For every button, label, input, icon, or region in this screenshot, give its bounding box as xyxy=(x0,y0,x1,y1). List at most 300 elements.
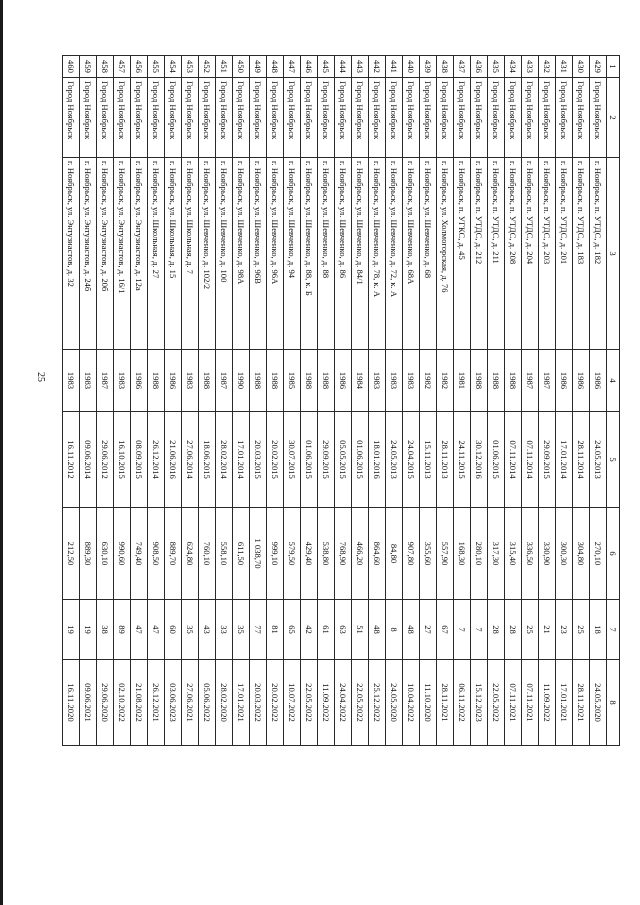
cell-municipality: Город Ноябрьск xyxy=(352,78,369,158)
cell-address: г. Ноябрьск, ул. Энтузиастов, д. 32 xyxy=(63,158,80,350)
cell-inspection-date: 27.06.2014 xyxy=(182,412,199,508)
cell-row-number: 445 xyxy=(318,56,335,78)
cell-row-number: 457 xyxy=(114,56,131,78)
cell-year-built: 1988 xyxy=(471,350,488,412)
cell-area: 1 038,70 xyxy=(250,508,267,600)
cell-address: г. Ноябрьск, ул. Шевченко, д. 68А xyxy=(403,158,420,350)
table-row xyxy=(233,56,250,746)
cell-address: г. Ноябрьск, ул. Шевченко, д. 88, к. Б xyxy=(301,158,318,350)
cell-area: 864,60 xyxy=(369,508,386,600)
cell-inspection-date: 28.02.2014 xyxy=(216,412,233,508)
table-row xyxy=(556,56,573,746)
cell-residents: 18 xyxy=(590,600,607,660)
cell-row-number: 436 xyxy=(471,56,488,78)
cell-address: г. Ноябрьск, п. УТДС, д. 182 xyxy=(590,158,607,350)
cell-row-number: 446 xyxy=(301,56,318,78)
cell-address: г. Ноябрьск, ул. Шевченко, д. 68 xyxy=(420,158,437,350)
table-row xyxy=(63,56,80,746)
cell-row-number: 453 xyxy=(182,56,199,78)
cell-municipality: Город Ноябрьск xyxy=(182,78,199,158)
cell-residents: 23 xyxy=(556,600,573,660)
cell-municipality: Город Ноябрьск xyxy=(454,78,471,158)
cell-municipality: Город Ноябрьск xyxy=(573,78,590,158)
cell-area: 304,80 xyxy=(573,508,590,600)
cell-municipality: Город Ноябрьск xyxy=(386,78,403,158)
cell-next-date: 21.08.2022 xyxy=(131,660,148,746)
cell-inspection-date: 07.11.2014 xyxy=(505,412,522,508)
cell-residents: 33 xyxy=(216,600,233,660)
cell-area: 84,80 xyxy=(386,508,403,600)
cell-residents: 28 xyxy=(488,600,505,660)
cell-address: г. Ноябрьск, ул. Шевченко, д. 86 xyxy=(335,158,352,350)
cell-address: г. Ноябрьск, п. УТДС, д. 208 xyxy=(505,158,522,350)
cell-address: г. Ноябрьск, ул. Энтузиастов, д. 12а xyxy=(131,158,148,350)
cell-area: 889,70 xyxy=(165,508,182,600)
cell-year-built: 1986 xyxy=(590,350,607,412)
cell-inspection-date: 08.09.2015 xyxy=(131,412,148,508)
cell-area: 557,90 xyxy=(437,508,454,600)
cell-municipality: Город Ноябрьск xyxy=(556,78,573,158)
cell-residents: 63 xyxy=(335,600,352,660)
cell-area: 611,50 xyxy=(233,508,250,600)
cell-residents: 51 xyxy=(352,600,369,660)
cell-residents: 89 xyxy=(114,600,131,660)
cell-municipality: Город Ноябрьск xyxy=(369,78,386,158)
cell-inspection-date: 26.12.2014 xyxy=(148,412,165,508)
cell-municipality: Город Ноябрьск xyxy=(335,78,352,158)
registry-table xyxy=(62,55,620,746)
cell-next-date: 26.12.2021 xyxy=(148,660,165,746)
cell-area: 336,50 xyxy=(522,508,539,600)
cell-area: 889,30 xyxy=(80,508,97,600)
rotated-table-wrapper xyxy=(66,55,620,745)
cell-inspection-date: 21.06.2016 xyxy=(165,412,182,508)
cell-year-built: 1987 xyxy=(97,350,114,412)
cell-row-number: 431 xyxy=(556,56,573,78)
table-row xyxy=(369,56,386,746)
cell-residents: 77 xyxy=(250,600,267,660)
table-header-row xyxy=(607,56,620,746)
cell-address: г. Ноябрьск, ул. Энтузиастов, д. 16/1 xyxy=(114,158,131,350)
cell-residents: 65 xyxy=(284,600,301,660)
cell-municipality: Город Ноябрьск xyxy=(505,78,522,158)
cell-residents: 8 xyxy=(386,600,403,660)
cell-inspection-date: 24.05.2013 xyxy=(590,412,607,508)
cell-address: г. Ноябрьск, ул. Шевченко, д. 96А xyxy=(267,158,284,350)
cell-next-date: 16.11.2020 xyxy=(63,660,80,746)
cell-year-built: 1982 xyxy=(420,350,437,412)
cell-municipality: Город Ноябрьск xyxy=(267,78,284,158)
cell-next-date: 11.09.2022 xyxy=(318,660,335,746)
cell-municipality: Город Ноябрьск xyxy=(301,78,318,158)
cell-residents: 35 xyxy=(182,600,199,660)
cell-inspection-date: 30.07.2015 xyxy=(284,412,301,508)
cell-address: г. Ноябрьск, ул. Шевченко, д. 102/2 xyxy=(199,158,216,350)
cell-year-built: 1988 xyxy=(148,350,165,412)
cell-residents: 38 xyxy=(97,600,114,660)
cell-residents: 7 xyxy=(471,600,488,660)
table-row xyxy=(420,56,437,746)
cell-next-date: 24.05.2020 xyxy=(590,660,607,746)
cell-address: г. Ноябрьск, ул. Шевченко, д. 72, к. А xyxy=(386,158,403,350)
cell-residents: 27 xyxy=(420,600,437,660)
cell-municipality: Город Ноябрьск xyxy=(284,78,301,158)
column-header-5: 5 xyxy=(607,412,620,508)
cell-municipality: Город Ноябрьск xyxy=(80,78,97,158)
cell-address: г. Ноябрьск, ул. Шевченко, д. 94 xyxy=(284,158,301,350)
cell-row-number: 452 xyxy=(199,56,216,78)
table-row xyxy=(97,56,114,746)
table-row xyxy=(250,56,267,746)
cell-inspection-date: 17.01.2014 xyxy=(233,412,250,508)
cell-year-built: 1982 xyxy=(437,350,454,412)
cell-year-built: 1983 xyxy=(114,350,131,412)
cell-next-date: 07.11.2021 xyxy=(505,660,522,746)
cell-municipality: Город Ноябрьск xyxy=(233,78,250,158)
cell-municipality: Город Ноябрьск xyxy=(148,78,165,158)
cell-address: г. Ноябрьск, ул. Шевченко, д. 100 xyxy=(216,158,233,350)
column-header-2: 2 xyxy=(607,78,620,158)
cell-next-date: 20.03.2022 xyxy=(250,660,267,746)
cell-municipality: Город Ноябрьск xyxy=(97,78,114,158)
cell-inspection-date: 24.11.2015 xyxy=(454,412,471,508)
cell-area: 270,10 xyxy=(590,508,607,600)
cell-inspection-date: 20.02.2015 xyxy=(267,412,284,508)
cell-inspection-date: 20.03.2015 xyxy=(250,412,267,508)
cell-inspection-date: 24.05.2013 xyxy=(386,412,403,508)
cell-area: 768,90 xyxy=(335,508,352,600)
cell-year-built: 1983 xyxy=(80,350,97,412)
cell-area: 579,50 xyxy=(284,508,301,600)
cell-municipality: Город Ноябрьск xyxy=(437,78,454,158)
table-row xyxy=(216,56,233,746)
cell-next-date: 28.11.2021 xyxy=(573,660,590,746)
cell-row-number: 448 xyxy=(267,56,284,78)
cell-municipality: Город Ноябрьск xyxy=(165,78,182,158)
cell-inspection-date: 30.12.2016 xyxy=(471,412,488,508)
cell-inspection-date: 01.06.2015 xyxy=(488,412,505,508)
cell-next-date: 22.05.2022 xyxy=(301,660,318,746)
cell-area: 355,60 xyxy=(420,508,437,600)
cell-next-date: 03.06.2023 xyxy=(165,660,182,746)
cell-next-date: 10.07.2022 xyxy=(284,660,301,746)
cell-area: 990,60 xyxy=(114,508,131,600)
cell-inspection-date: 09.06.2014 xyxy=(80,412,97,508)
cell-year-built: 1986 xyxy=(335,350,352,412)
cell-next-date: 24.05.2020 xyxy=(386,660,403,746)
cell-row-number: 455 xyxy=(148,56,165,78)
cell-municipality: Город Ноябрьск xyxy=(403,78,420,158)
cell-inspection-date: 05.05.2015 xyxy=(335,412,352,508)
cell-municipality: Город Ноябрьск xyxy=(250,78,267,158)
table-row xyxy=(301,56,318,746)
cell-area: 558,10 xyxy=(216,508,233,600)
table-row xyxy=(488,56,505,746)
cell-residents: 48 xyxy=(369,600,386,660)
cell-residents: 19 xyxy=(80,600,97,660)
table-row xyxy=(403,56,420,746)
cell-next-date: 11.10.2020 xyxy=(420,660,437,746)
cell-area: 999,10 xyxy=(267,508,284,600)
cell-row-number: 447 xyxy=(284,56,301,78)
rotated-table-viewport xyxy=(66,55,620,745)
cell-year-built: 1988 xyxy=(505,350,522,412)
table-row xyxy=(335,56,352,746)
cell-address: г. Ноябрьск, ул. Шевченко, д. 98А xyxy=(233,158,250,350)
table-row xyxy=(590,56,607,746)
table-row xyxy=(267,56,284,746)
cell-area: 624,80 xyxy=(182,508,199,600)
column-header-1: 1 xyxy=(607,56,620,78)
cell-municipality: Город Ноябрьск xyxy=(522,78,539,158)
cell-row-number: 438 xyxy=(437,56,454,78)
cell-row-number: 444 xyxy=(335,56,352,78)
cell-next-date: 27.06.2021 xyxy=(182,660,199,746)
cell-area: 749,40 xyxy=(131,508,148,600)
cell-row-number: 450 xyxy=(233,56,250,78)
cell-row-number: 437 xyxy=(454,56,471,78)
cell-row-number: 458 xyxy=(97,56,114,78)
cell-municipality: Город Ноябрьск xyxy=(131,78,148,158)
cell-next-date: 24.04.2022 xyxy=(335,660,352,746)
cell-municipality: Город Ноябрьск xyxy=(63,78,80,158)
cell-year-built: 1987 xyxy=(216,350,233,412)
table-body xyxy=(63,56,607,746)
cell-inspection-date: 28.11.2013 xyxy=(437,412,454,508)
cell-next-date: 10.04.2022 xyxy=(403,660,420,746)
table-row xyxy=(131,56,148,746)
cell-address: г. Ноябрьск, п. УТДС, д. 203 xyxy=(539,158,556,350)
cell-residents: 61 xyxy=(318,600,335,660)
cell-row-number: 456 xyxy=(131,56,148,78)
cell-year-built: 1984 xyxy=(352,350,369,412)
cell-year-built: 1988 xyxy=(267,350,284,412)
cell-next-date: 25.12.2022 xyxy=(369,660,386,746)
cell-address: г. Ноябрьск, п. УТДС, д. 212 xyxy=(471,158,488,350)
page-number: 25 xyxy=(35,372,46,382)
cell-address: г. Ноябрьск, п. УГКС, д. 45 xyxy=(454,158,471,350)
cell-next-date: 17.01.2021 xyxy=(233,660,250,746)
cell-row-number: 433 xyxy=(522,56,539,78)
cell-residents: 43 xyxy=(199,600,216,660)
cell-year-built: 1986 xyxy=(573,350,590,412)
cell-year-built: 1986 xyxy=(556,350,573,412)
cell-year-built: 1987 xyxy=(522,350,539,412)
cell-year-built: 1983 xyxy=(182,350,199,412)
cell-municipality: Город Ноябрьск xyxy=(420,78,437,158)
cell-inspection-date: 17.01.2014 xyxy=(556,412,573,508)
cell-row-number: 441 xyxy=(386,56,403,78)
cell-row-number: 451 xyxy=(216,56,233,78)
cell-residents: 28 xyxy=(505,600,522,660)
table-row xyxy=(199,56,216,746)
cell-inspection-date: 01.06.2015 xyxy=(301,412,318,508)
table-row xyxy=(284,56,301,746)
cell-next-date: 06.11.2022 xyxy=(454,660,471,746)
cell-area: 315,40 xyxy=(505,508,522,600)
table-row xyxy=(114,56,131,746)
table-row xyxy=(454,56,471,746)
cell-year-built: 1988 xyxy=(199,350,216,412)
cell-row-number: 434 xyxy=(505,56,522,78)
table-row xyxy=(352,56,369,746)
cell-residents: 19 xyxy=(63,600,80,660)
cell-address: г. Ноябрьск, ул. Шевченко, д. 84/1 xyxy=(352,158,369,350)
cell-year-built: 1988 xyxy=(250,350,267,412)
table-row xyxy=(386,56,403,746)
cell-address: г. Ноябрьск, п. УТДС, д. 204 xyxy=(522,158,539,350)
cell-area: 538,80 xyxy=(318,508,335,600)
cell-row-number: 454 xyxy=(165,56,182,78)
cell-inspection-date: 29.09.2015 xyxy=(318,412,335,508)
cell-next-date: 05.06.2022 xyxy=(199,660,216,746)
cell-year-built: 1983 xyxy=(386,350,403,412)
cell-next-date: 29.06.2020 xyxy=(97,660,114,746)
cell-next-date: 28.11.2021 xyxy=(437,660,454,746)
cell-next-date: 17.01.2021 xyxy=(556,660,573,746)
cell-residents: 21 xyxy=(539,600,556,660)
cell-address: г. Ноябрьск, п. УТДС, д. 211 xyxy=(488,158,505,350)
cell-next-date: 11.09.2022 xyxy=(539,660,556,746)
table-row xyxy=(573,56,590,746)
table-row xyxy=(318,56,335,746)
cell-area: 907,80 xyxy=(403,508,420,600)
cell-year-built: 1986 xyxy=(165,350,182,412)
cell-area: 330,90 xyxy=(539,508,556,600)
cell-year-built: 1990 xyxy=(233,350,250,412)
cell-next-date: 20.02.2022 xyxy=(267,660,284,746)
cell-residents: 35 xyxy=(233,600,250,660)
cell-inspection-date: 07.11.2014 xyxy=(522,412,539,508)
cell-row-number: 459 xyxy=(80,56,97,78)
column-header-4: 4 xyxy=(607,350,620,412)
column-header-6: 6 xyxy=(607,508,620,600)
cell-residents: 42 xyxy=(301,600,318,660)
cell-next-date: 28.02.2020 xyxy=(216,660,233,746)
cell-year-built: 1987 xyxy=(539,350,556,412)
cell-residents: 47 xyxy=(148,600,165,660)
table-row xyxy=(471,56,488,746)
cell-year-built: 1988 xyxy=(488,350,505,412)
cell-year-built: 1983 xyxy=(63,350,80,412)
cell-inspection-date: 29.06.2012 xyxy=(97,412,114,508)
cell-row-number: 430 xyxy=(573,56,590,78)
cell-row-number: 435 xyxy=(488,56,505,78)
cell-inspection-date: 01.06.2015 xyxy=(352,412,369,508)
cell-inspection-date: 15.11.2013 xyxy=(420,412,437,508)
cell-residents: 7 xyxy=(454,600,471,660)
cell-inspection-date: 29.09.2015 xyxy=(539,412,556,508)
cell-area: 280,10 xyxy=(471,508,488,600)
table-row xyxy=(505,56,522,746)
cell-row-number: 432 xyxy=(539,56,556,78)
cell-year-built: 1986 xyxy=(131,350,148,412)
cell-municipality: Город Ноябрьск xyxy=(318,78,335,158)
column-header-7: 7 xyxy=(607,600,620,660)
cell-municipality: Город Ноябрьск xyxy=(114,78,131,158)
cell-address: г. Ноябрьск, ул. Шевченко, д. 78, к. А xyxy=(369,158,386,350)
cell-address: г. Ноябрьск, ул. Энтузиастов, д. 24б xyxy=(80,158,97,350)
cell-row-number: 439 xyxy=(420,56,437,78)
cell-year-built: 1983 xyxy=(369,350,386,412)
cell-inspection-date: 18.06.2015 xyxy=(199,412,216,508)
cell-residents: 25 xyxy=(573,600,590,660)
cell-area: 317,30 xyxy=(488,508,505,600)
table-row xyxy=(437,56,454,746)
cell-residents: 81 xyxy=(267,600,284,660)
cell-address: г. Ноябрьск, ул. Школьная, д. 15 xyxy=(165,158,182,350)
cell-row-number: 449 xyxy=(250,56,267,78)
cell-municipality: Город Ноябрьск xyxy=(590,78,607,158)
cell-row-number: 442 xyxy=(369,56,386,78)
cell-inspection-date: 24.04.2015 xyxy=(403,412,420,508)
cell-row-number: 443 xyxy=(352,56,369,78)
cell-row-number: 429 xyxy=(590,56,607,78)
cell-year-built: 1981 xyxy=(454,350,471,412)
cell-inspection-date: 16.11.2012 xyxy=(63,412,80,508)
cell-next-date: 22.05.2022 xyxy=(352,660,369,746)
cell-next-date: 02.10.2022 xyxy=(114,660,131,746)
cell-year-built: 1988 xyxy=(318,350,335,412)
table-row xyxy=(148,56,165,746)
cell-area: 429,40 xyxy=(301,508,318,600)
cell-residents: 47 xyxy=(131,600,148,660)
cell-address: г. Ноябрьск, ул. Шевченко, д. 96В xyxy=(250,158,267,350)
cell-year-built: 1988 xyxy=(301,350,318,412)
cell-inspection-date: 28.11.2014 xyxy=(573,412,590,508)
table-row xyxy=(182,56,199,746)
cell-area: 908,50 xyxy=(148,508,165,600)
cell-address: г. Ноябрьск, ул. Шевченко, д. 88 xyxy=(318,158,335,350)
table-row xyxy=(539,56,556,746)
cell-area: 168,30 xyxy=(454,508,471,600)
cell-next-date: 07.11.2021 xyxy=(522,660,539,746)
cell-next-date: 22.05.2022 xyxy=(488,660,505,746)
cell-inspection-date: 18.01.2016 xyxy=(369,412,386,508)
cell-next-date: 15.12.2023 xyxy=(471,660,488,746)
page-edge-shadow xyxy=(0,0,3,905)
cell-row-number: 460 xyxy=(63,56,80,78)
cell-area: 466,20 xyxy=(352,508,369,600)
cell-area: 630,10 xyxy=(97,508,114,600)
cell-residents: 60 xyxy=(165,600,182,660)
cell-municipality: Город Ноябрьск xyxy=(488,78,505,158)
table-row xyxy=(165,56,182,746)
cell-address: г. Ноябрьск, ул. Холмогорская, д. 76 xyxy=(437,158,454,350)
cell-municipality: Город Ноябрьск xyxy=(539,78,556,158)
cell-address: г. Ноябрьск, ул. Школьная, д. 7 xyxy=(182,158,199,350)
cell-address: г. Ноябрьск, п. УТДС, д. 201 xyxy=(556,158,573,350)
cell-next-date: 09.06.2021 xyxy=(80,660,97,746)
cell-area: 212,50 xyxy=(63,508,80,600)
column-header-3: 3 xyxy=(607,158,620,350)
cell-municipality: Город Ноябрьск xyxy=(471,78,488,158)
cell-year-built: 1983 xyxy=(403,350,420,412)
cell-residents: 25 xyxy=(522,600,539,660)
cell-residents: 67 xyxy=(437,600,454,660)
cell-address: г. Ноябрьск, ул. Школьная, д. 27 xyxy=(148,158,165,350)
table-row xyxy=(522,56,539,746)
column-header-8: 8 xyxy=(607,660,620,746)
cell-row-number: 440 xyxy=(403,56,420,78)
cell-address: г. Ноябрьск, ул. Энтузиастов, д. 20б xyxy=(97,158,114,350)
cell-address: г. Ноябрьск, п. УТДС, д. 183 xyxy=(573,158,590,350)
cell-inspection-date: 16.10.2015 xyxy=(114,412,131,508)
cell-area: 300,30 xyxy=(556,508,573,600)
cell-residents: 48 xyxy=(403,600,420,660)
table-row xyxy=(80,56,97,746)
cell-municipality: Город Ноябрьск xyxy=(199,78,216,158)
